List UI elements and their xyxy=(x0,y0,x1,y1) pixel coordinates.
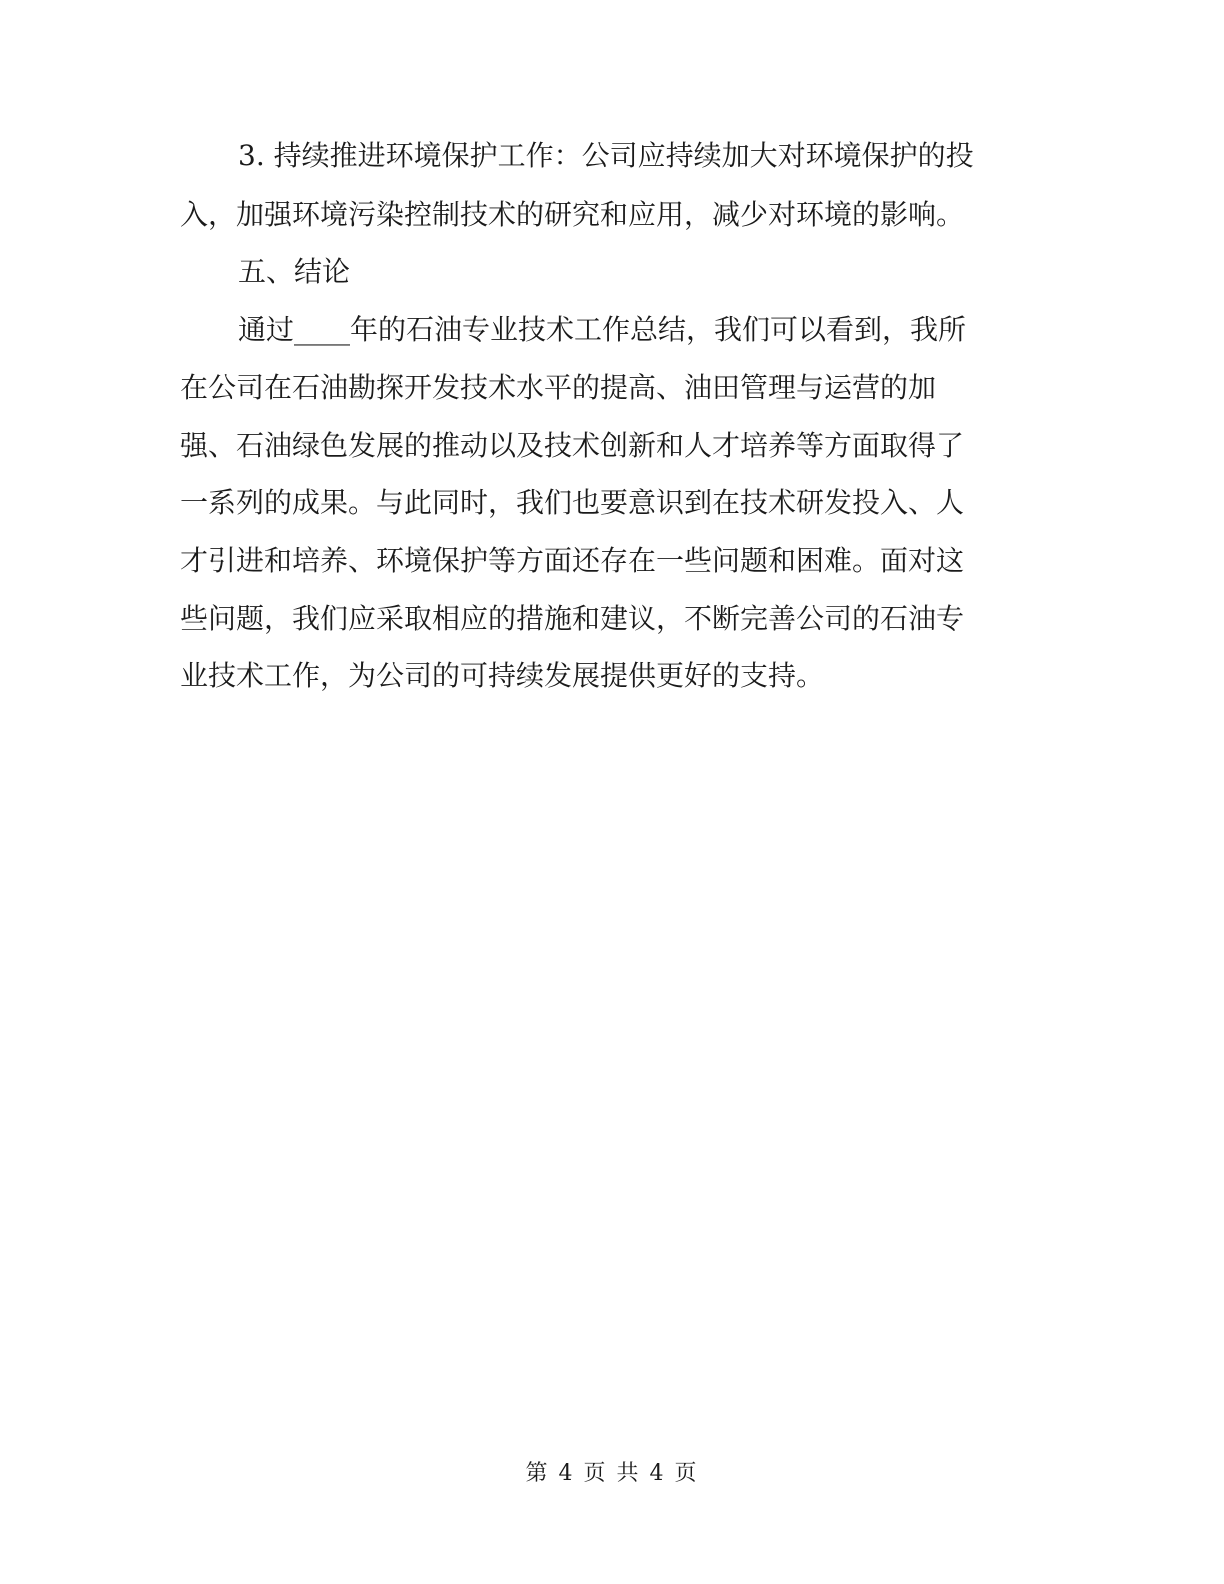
page-footer: 第 4 页 共 4 页 xyxy=(525,1461,699,1486)
paragraph-line-6: 强、石油绿色发展的推动以及技术创新和人才培养等方面取得了 xyxy=(180,429,965,462)
paragraph-line-2: 入，加强环境污染控制技术的研究和应用，减少对环境的影响。 xyxy=(180,198,965,231)
paragraph-line-8: 才引进和培养、环境保护等方面还存在一些问题和困难。面对这 xyxy=(180,544,965,577)
paragraph-line-4: 通过____年的石油专业技术工作总结，我们可以看到，我所 xyxy=(238,313,967,346)
paragraph-line-7: 一系列的成果。与此同时，我们也要意识到在技术研发投入、人 xyxy=(180,486,965,519)
paragraph-line-9: 些问题，我们应采取相应的措施和建议，不断完善公司的石油专 xyxy=(180,602,965,635)
section-heading-conclusion: 五、结论 xyxy=(238,255,351,288)
paragraph-line-10: 业技术工作，为公司的可持续发展提供更好的支持。 xyxy=(180,659,825,692)
paragraph-line-5: 在公司在石油勘探开发技术水平的提高、油田管理与运营的加 xyxy=(180,371,937,404)
paragraph-line-1: 3. 持续推进环境保护工作：公司应持续加大对环境保护的投 xyxy=(238,139,974,172)
